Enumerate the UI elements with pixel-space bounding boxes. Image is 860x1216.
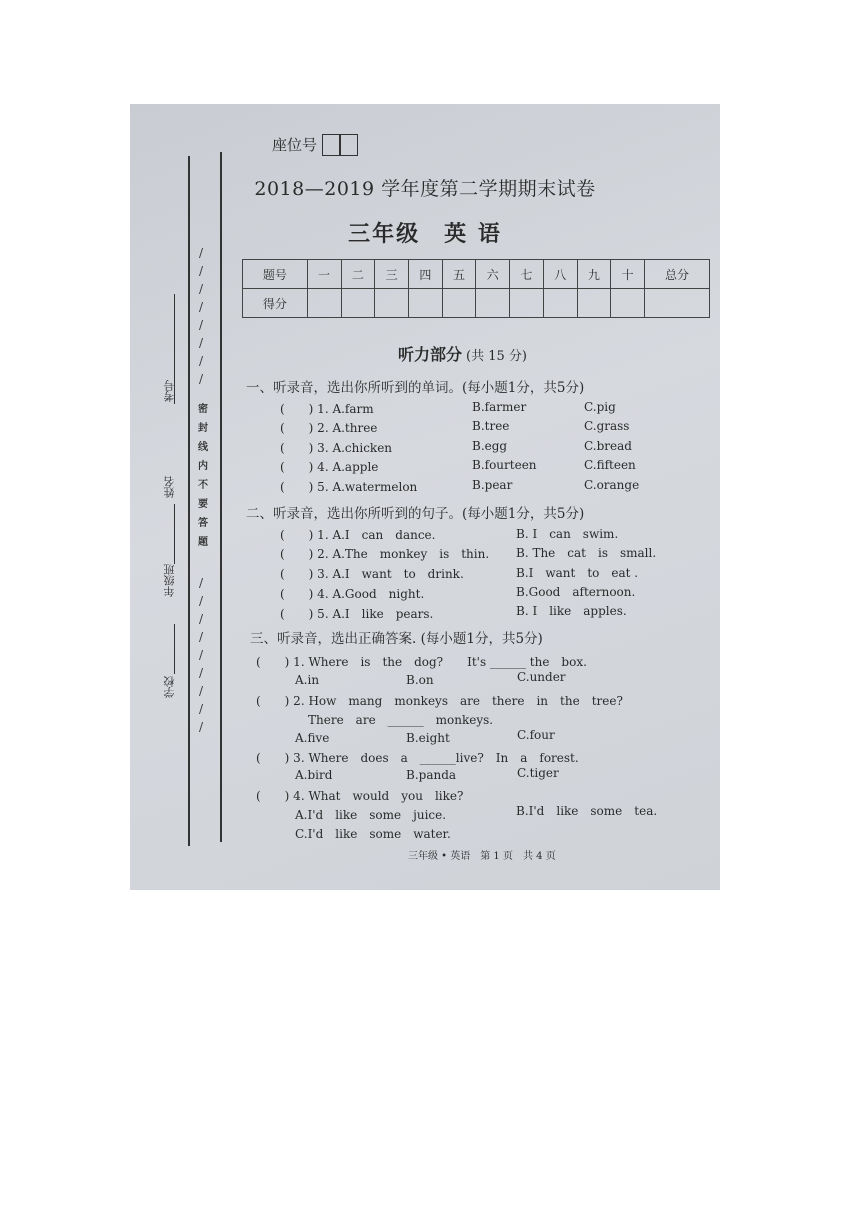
part3-q1-b: B.on xyxy=(406,673,434,687)
part1-q2-c: C.grass xyxy=(584,419,630,433)
listening-heading-score: (共 15 分) xyxy=(466,349,527,364)
seat-number-box[interactable] xyxy=(322,134,340,156)
score-cell: 八 xyxy=(543,260,577,289)
score-table-header-row xyxy=(243,260,710,289)
score-cell: 二 xyxy=(341,260,375,289)
part1-q2: ( ) 2. A.three xyxy=(280,421,378,435)
binding-field-line xyxy=(174,624,175,674)
binding-line-inner xyxy=(220,152,222,842)
exam-title: 2018—2019 学年度第二学期期末试卷 xyxy=(254,178,596,200)
score-table xyxy=(242,259,710,318)
part3-q2-line2: There are ______ monkeys. xyxy=(308,713,494,727)
score-input-cell[interactable] xyxy=(611,289,645,318)
part3-q3-a: A.bird xyxy=(295,768,333,782)
part2-q5-b: B. I like apples. xyxy=(516,604,627,618)
part3-q3-b: B.panda xyxy=(406,768,457,782)
binding-slashes-bottom: / / / / / / / / / xyxy=(198,576,204,734)
part2-q3: ( ) 3. A.I want to drink. xyxy=(280,567,464,581)
part3-q1-a: A.in xyxy=(295,673,320,687)
part2-q1-b: B. I can swim. xyxy=(516,527,619,541)
part1-q3-b: B.egg xyxy=(472,439,508,453)
score-cell: 七 xyxy=(510,260,544,289)
part1-q5-c: C.orange xyxy=(584,478,640,492)
score-input-cell[interactable] xyxy=(341,289,375,318)
part3-q2-b: B.eight xyxy=(406,731,450,745)
score-cell: 十 xyxy=(611,260,645,289)
score-cell: 九 xyxy=(577,260,611,289)
part1-q4: ( ) 4. A.apple xyxy=(280,460,379,474)
score-input-cell[interactable] xyxy=(510,289,544,318)
xuexiao-label: 学校 xyxy=(163,676,176,698)
part2-q2-b: B. The cat is small. xyxy=(516,546,657,560)
nianjiban-label: 年级班 xyxy=(163,564,176,597)
binding-field-line xyxy=(174,504,175,564)
xingming-label: 姓名 xyxy=(163,476,176,498)
part3-q3: ( ) 3. Where does a ______live? In a forest. xyxy=(256,751,579,765)
kaohao-label: 考号 xyxy=(163,380,176,402)
part1-q3-c: C.bread xyxy=(584,439,632,453)
part3-q4-b: B.I'd like some tea. xyxy=(516,804,658,818)
part1-q1-c: C.pig xyxy=(584,400,616,414)
score-input-cell[interactable] xyxy=(577,289,611,318)
part3-q1-c: C.under xyxy=(517,670,566,684)
listening-heading: 听力部分 (共 15 分) xyxy=(398,345,527,364)
score-input-cell[interactable] xyxy=(476,289,510,318)
score-input-cell[interactable] xyxy=(442,289,476,318)
score-input-cell[interactable] xyxy=(307,289,341,318)
exam-paper-photo xyxy=(130,104,720,890)
part2-q2: ( ) 2. A.The monkey is thin. xyxy=(280,547,490,561)
part2-q1: ( ) 1. A.I can dance. xyxy=(280,528,436,542)
part3-q4-a: A.I'd like some juice. xyxy=(295,808,447,822)
seat-number-box[interactable] xyxy=(340,134,358,156)
score-cell: 题号 xyxy=(243,260,308,289)
part2-q4-b: B.Good afternoon. xyxy=(516,585,636,599)
part1-q4-c: C.fifteen xyxy=(584,458,636,472)
score-cell: 三 xyxy=(375,260,409,289)
score-input-cell[interactable] xyxy=(543,289,577,318)
part2-q4: ( ) 4. A.Good night. xyxy=(280,587,425,601)
score-row-label: 得分 xyxy=(243,289,308,318)
part1-q1: ( ) 1. A.farm xyxy=(280,402,374,416)
part3-q3-c: C.tiger xyxy=(517,766,559,780)
part1-q4-b: B.fourteen xyxy=(472,458,537,472)
part1-q1-b: B.farmer xyxy=(472,400,527,414)
part1-q5: ( ) 5. A.watermelon xyxy=(280,480,418,494)
score-input-cell[interactable] xyxy=(375,289,409,318)
part3-q2-a: A.five xyxy=(295,731,330,745)
score-cell: 一 xyxy=(307,260,341,289)
part1-heading: 一、听录音，选出你所听到的单词。(每小题1分，共5分) xyxy=(246,380,585,396)
part1-q2-b: B.tree xyxy=(472,419,510,433)
score-cell: 六 xyxy=(476,260,510,289)
seat-number-label: 座位号 xyxy=(272,136,318,154)
binding-notice: 密 封 线 内 不 要 答 题 xyxy=(198,404,208,548)
part2-heading: 二、听录音，选出你所听到的句子。(每小题1分，共5分) xyxy=(246,506,585,522)
page-footer: 三年级 • 英语 第 1 页 共 4 页 xyxy=(408,851,556,862)
part3-q1: ( ) 1. Where is the dog? It's ______ the box. xyxy=(256,655,587,669)
score-cell: 总分 xyxy=(645,260,710,289)
part3-q2: ( ) 2. How mang monkeys are there in the tree? xyxy=(256,694,623,708)
part2-q5: ( ) 5. A.I like pears. xyxy=(280,607,434,621)
part1-q3: ( ) 3. A.chicken xyxy=(280,441,393,455)
part3-q2-c: C.four xyxy=(517,728,555,742)
part3-heading: 三、听录音，选出正确答案. (每小题1分，共5分) xyxy=(250,631,543,647)
score-table-score-row xyxy=(243,289,710,318)
binding-line-outer xyxy=(188,156,190,846)
binding-slashes-top: / / / / / / / / xyxy=(198,246,204,386)
score-input-cell[interactable] xyxy=(408,289,442,318)
score-input-cell[interactable] xyxy=(645,289,710,318)
score-cell: 四 xyxy=(408,260,442,289)
part3-q4: ( ) 4. What would you like? xyxy=(256,789,464,803)
part1-q5-b: B.pear xyxy=(472,478,513,492)
exam-subtitle: 三年级 英 语 xyxy=(348,221,502,247)
part3-q4-c: C.I'd like some water. xyxy=(295,827,451,841)
score-cell: 五 xyxy=(442,260,476,289)
part2-q3-b: B.I want to eat . xyxy=(516,566,639,580)
